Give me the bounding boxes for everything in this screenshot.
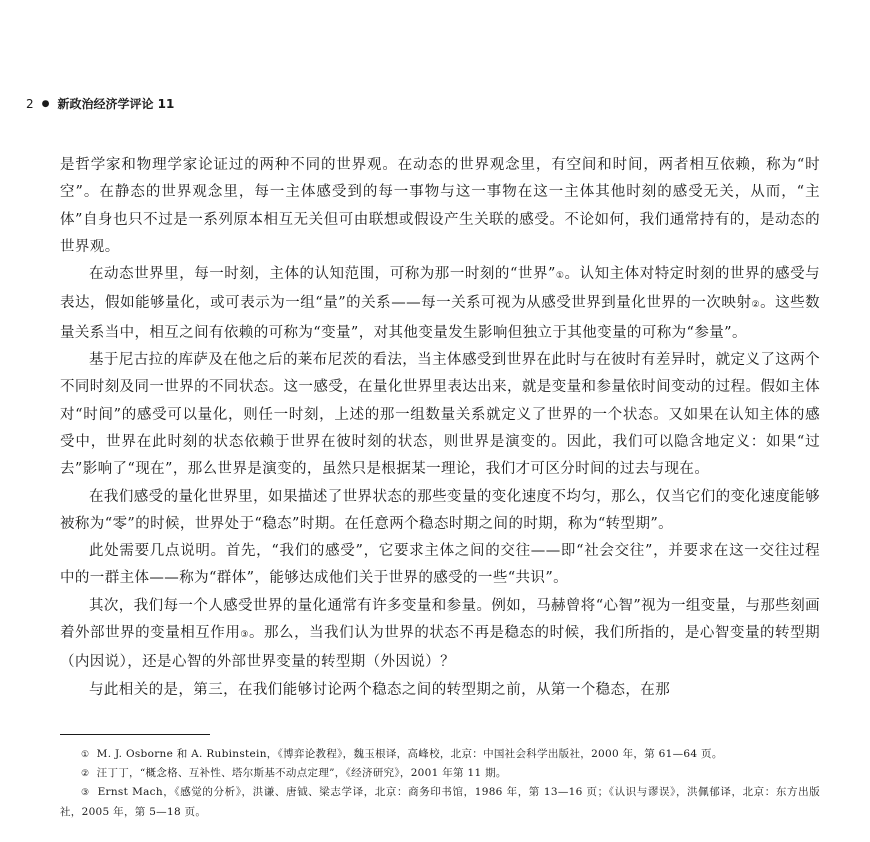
paragraph-text: 是哲学家和物理学家论证过的两种不同的世界观。在动态的世界观念里，有空间和时间，两者相互依赖，称为“时空”。在静态的世界观念里，每一主体感受到的每一事物与这一事物在这一主体其他时刻的感受无关，从而，“主体”自身也只不过是一系列原本相互无关但可由联想或假设产生关联的感受。不论如何，我们通常持有的，是动态的世界观。 bbox=[60, 157, 820, 255]
footnote-mark: ② bbox=[81, 769, 90, 780]
paragraph bbox=[60, 538, 820, 593]
paragraph bbox=[60, 261, 820, 347]
footnote-divider bbox=[60, 734, 210, 735]
paragraph bbox=[60, 484, 820, 539]
footnote-text: 汪丁丁，“概念格、互补性、塔尔斯基不动点定理”，《经济研究》，2001 年第 11 期。 bbox=[96, 767, 507, 780]
footnote-mark: ③ bbox=[81, 788, 90, 799]
footnote-reference[interactable]: ② bbox=[751, 300, 761, 311]
body-text bbox=[60, 152, 820, 704]
paragraph-text: 。那么，当我们认为世界的状态不再是稳态的时候，我们所指的，是心智变量的转型期（内因说），还是心智的外部世界变量的转型期（外因说）？ bbox=[60, 625, 821, 671]
footnote-text: Ernst Mach，《感觉的分析》，洪谦、唐钺、梁志学译，北京：商务印书馆，1986 年，第 13—16 页；《认识与谬误》，洪佩郁译，北京：东方出版社，2005 年，第 5—18 页。 bbox=[60, 786, 820, 818]
paragraph-text: 此处需要几点说明。首先，“我们的感受”，它要求主体之间的交往——即“社会交往”，并要求在这一交往过程中的一群主体——称为“群体”，能够达成他们关于世界的感受的一些“共识”。 bbox=[60, 543, 820, 587]
footnote bbox=[60, 783, 820, 820]
page-number: 2 bbox=[26, 97, 34, 111]
paragraph-text: 基于尼古拉的库萨及在他之后的莱布尼茨的看法，当主体感受到世界在此时与在彼时有差异时，就定义了这两个不同时刻及同一世界的不同状态。这一感受，在量化世界里表达出来，就是变量和参量依时间变动的过程。假如主体对“时间”的感受可以量化，则任一时刻，上述的那一组数量关系就定义了世界的一个状态。又如果在认知主体的感受中，世界在此时刻的状态依赖于世界在彼时刻的状态，则世界是演变的。因此，我们可以隐含地定义：如果“过去”影响了“现在”，那么世界是演变的，虽然只是根据某一理论，我们才可区分时间的过去与现在。 bbox=[60, 352, 820, 478]
paragraph bbox=[60, 677, 820, 704]
footnotes bbox=[60, 745, 820, 821]
footnote-reference[interactable]: ③ bbox=[240, 630, 249, 641]
paragraph-text: 其次，我们每一个人感受世界的量化通常有许多变量和参量。例如，马赫曾将“心智”视为一组变量，与那些刻画着外部世界的变量相互作用 bbox=[60, 597, 820, 642]
paragraph-text: 在我们感受的量化世界里，如果描述了世界状态的那些变量的变化速度不均匀，那么，仅当它们的变化速度能够被称为“零”的时候，世界处于“稳态”时期。在任意两个稳态时期之间的时期，称为“转型期”。 bbox=[60, 488, 820, 532]
paragraph-text: 。认知主体对特定时刻的世界的感受与表达，假如能够量化，或可表示为一组“量”的关系——每一关系可视为从感受世界到量化世界的一次映射 bbox=[60, 266, 820, 312]
paragraph bbox=[60, 593, 820, 677]
paragraph-text: 。这些数量关系当中，相互之间有依赖的可称为“变量”，对其他变量发生影响但独立于其他变量的可称为“参量”。 bbox=[60, 295, 821, 341]
footnote-reference[interactable]: ① bbox=[555, 271, 565, 282]
paragraph-text: 与此相关的是，第三，在我们能够讨论两个稳态之间的转型期之前，从第一个稳态，在那 bbox=[89, 681, 671, 698]
footnote bbox=[60, 764, 820, 783]
footnote bbox=[60, 745, 820, 764]
running-header bbox=[26, 96, 174, 112]
paragraph bbox=[60, 152, 820, 261]
book-title: 新政治经济学评论 11 bbox=[57, 97, 175, 111]
bullet-icon: ● bbox=[41, 99, 50, 109]
paragraph bbox=[60, 347, 820, 483]
footnote-mark: ① bbox=[81, 750, 90, 760]
footnote-text: M. J. Osborne 和 A. Rubinstein，《博弈论教程》，魏玉根译，高峰校，北京：中国社会科学出版社，2000 年，第 61—64 页。 bbox=[96, 748, 723, 760]
paragraph-text: 在动态世界里，每一时刻，主体的认知范围，可称为那一时刻的“世界” bbox=[89, 266, 556, 283]
